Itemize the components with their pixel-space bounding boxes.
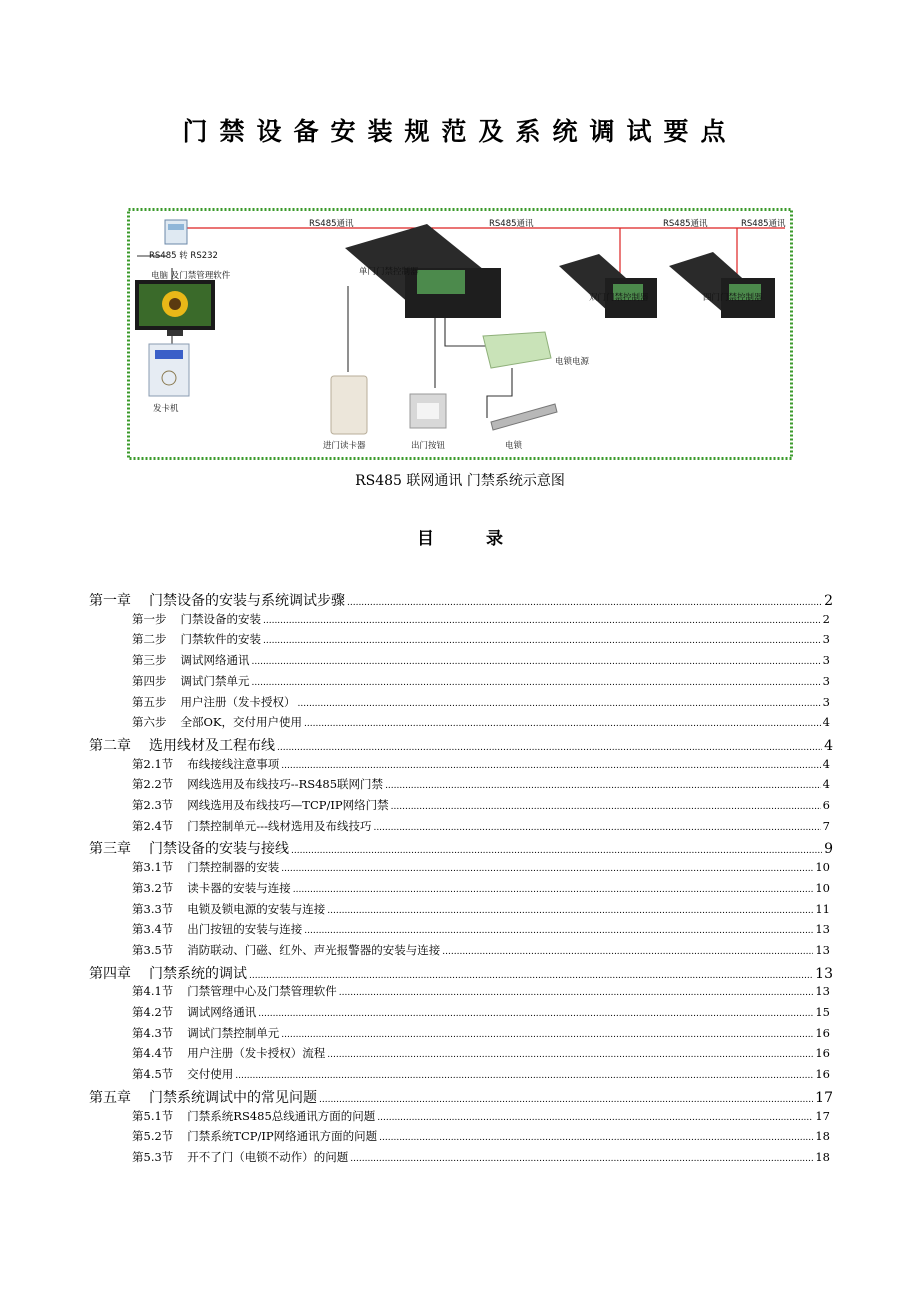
label-card-issuer: 发卡机 xyxy=(153,404,179,414)
toc-entry-page: 18 xyxy=(815,1129,830,1144)
toc-entry-number: 第一步 xyxy=(132,611,167,626)
toc-entry-title: 网线选用及布线技巧--RS485联网门禁 xyxy=(187,777,384,792)
toc-entry-page: 13 xyxy=(815,965,833,982)
toc-entry-number: 第5.2节 xyxy=(132,1129,174,1144)
toc-section-entry[interactable] xyxy=(132,1025,830,1041)
rs485-rs232-converter-icon xyxy=(165,220,187,244)
toc-heading xyxy=(0,524,920,549)
toc-section-entry[interactable] xyxy=(132,901,830,917)
toc-section-entry[interactable] xyxy=(132,1108,830,1124)
toc-chapter-entry[interactable] xyxy=(89,963,833,983)
document-title: 门禁设备安装规范及系统调试要点 xyxy=(182,117,738,146)
toc-section-entry[interactable] xyxy=(132,1128,830,1144)
toc-entry-title: 门禁软件的安装 xyxy=(180,632,261,647)
toc-entry-number: 第4.5节 xyxy=(132,1067,174,1082)
toc-entry-page: 16 xyxy=(815,1046,830,1061)
toc-entry-title: 门禁设备的安装与系统调试步骤 xyxy=(149,593,345,609)
label-rs485-4: RS485通讯 xyxy=(741,219,786,229)
toc-entry-title: 交付使用 xyxy=(187,1067,234,1082)
toc-entry-leader xyxy=(373,823,820,833)
toc-entry-leader xyxy=(319,1095,813,1105)
toc-entry-number: 第3.5节 xyxy=(132,942,174,957)
toc-entry-leader xyxy=(281,761,820,771)
toc-entry-leader xyxy=(252,657,821,667)
toc-entry-leader xyxy=(252,678,821,688)
toc-section-entry[interactable] xyxy=(132,694,830,710)
toc-entry-page: 10 xyxy=(815,880,830,895)
double-door-controller-icon xyxy=(559,254,657,318)
toc-entry-page: 4 xyxy=(824,737,833,754)
toc-entry-leader xyxy=(249,971,813,981)
rs485-system-diagram xyxy=(127,208,793,460)
toc-entry-title: 门禁系统TCP/IP网络通讯方面的问题 xyxy=(187,1129,378,1144)
toc-entry-leader xyxy=(304,719,821,729)
toc-entry-title: 门禁设备的安装 xyxy=(180,611,261,626)
toc-entry-title: 门禁系统RS485总线通讯方面的问题 xyxy=(187,1108,376,1123)
toc-chapter-entry[interactable] xyxy=(89,838,833,858)
label-rs485-1: RS485通讯 xyxy=(309,219,354,229)
card-issuer-icon xyxy=(149,344,189,396)
toc-entry-title: 布线接线注意事项 xyxy=(187,756,280,771)
toc-entry-title: 门禁管理中心及门禁管理软件 xyxy=(187,984,337,999)
toc-section-entry[interactable] xyxy=(132,921,830,937)
toc-chapter-entry[interactable] xyxy=(89,1087,833,1107)
exit-button-icon xyxy=(410,394,446,428)
toc-entry-leader xyxy=(281,864,813,874)
toc-entry-page: 15 xyxy=(815,1005,830,1019)
toc-entry-leader xyxy=(379,1133,813,1143)
toc-entry-leader xyxy=(298,699,821,709)
toc-entry-leader xyxy=(258,1009,813,1019)
toc-entry-page: 18 xyxy=(815,1149,830,1164)
toc-entry-leader xyxy=(385,781,821,791)
toc-entry-page: 3 xyxy=(822,673,830,688)
toc-entry-number: 第五章 xyxy=(89,1089,131,1106)
label-pc: 电脑 及门禁管理软件 xyxy=(151,271,231,281)
toc-section-entry[interactable] xyxy=(132,631,830,647)
toc-entry-number: 第一章 xyxy=(89,593,131,609)
toc-entry-page: 16 xyxy=(815,1067,830,1082)
label-converter: RS485 转 RS232 xyxy=(149,251,218,261)
toc-section-entry[interactable] xyxy=(132,652,830,668)
diagram-caption: RS485 联网通讯 门禁系统示意图 xyxy=(355,473,565,489)
toc-chapter-entry[interactable] xyxy=(89,735,833,755)
toc-section-entry[interactable] xyxy=(132,818,830,834)
toc-entry-number: 第3.2节 xyxy=(132,880,174,895)
label-four-door: 四门门禁控制器 xyxy=(703,293,763,303)
diagram-border xyxy=(129,210,792,459)
toc-section-entry[interactable] xyxy=(132,797,830,813)
toc-entry-number: 第2.4节 xyxy=(132,818,174,833)
toc-section-entry[interactable] xyxy=(132,756,830,772)
toc-entry-leader xyxy=(281,1030,813,1040)
toc-entry-leader xyxy=(339,988,814,998)
toc-entry-page: 13 xyxy=(815,984,830,999)
toc-entry-title: 出门按钮的安装与连接 xyxy=(187,922,303,937)
toc-entry-title: 用户注册（发卡授权） xyxy=(180,694,296,709)
toc-entry-leader xyxy=(347,598,822,608)
toc-entry-page: 16 xyxy=(815,1025,830,1040)
toc-entry-leader xyxy=(377,1113,813,1123)
toc-entry-number: 第六步 xyxy=(132,715,167,730)
toc-entry-number: 第2.1节 xyxy=(132,756,174,771)
lock-power-supply-icon xyxy=(483,332,551,368)
label-lock-power: 电锁电源 xyxy=(555,357,590,367)
toc-entry-title: 调试网络通讯 xyxy=(187,1005,257,1019)
toc-entry-title: 电锁及锁电源的安装与连接 xyxy=(187,901,326,916)
toc-entry-number: 第2.3节 xyxy=(132,798,174,812)
toc-entry-page: 3 xyxy=(822,632,830,647)
toc-entry-title: 调试门禁控制单元 xyxy=(187,1025,280,1040)
toc-entry-page: 17 xyxy=(815,1089,833,1106)
toc-entry-number: 第5.3节 xyxy=(132,1149,174,1164)
toc-entry-leader xyxy=(263,616,821,626)
toc-entry-number: 第5.1节 xyxy=(132,1108,174,1123)
toc-entry-leader xyxy=(235,1071,813,1081)
toc-entry-page: 2 xyxy=(822,611,830,626)
toc-entry-leader xyxy=(304,926,813,936)
toc-entry-title: 调试门禁单元 xyxy=(180,673,250,688)
label-rs485-2: RS485通讯 xyxy=(489,219,534,229)
toc-entry-page: 10 xyxy=(815,860,830,875)
toc-entry-page: 6 xyxy=(822,798,830,812)
toc-entry-number: 第4.2节 xyxy=(132,1005,174,1019)
toc-entry-page: 7 xyxy=(822,818,830,833)
label-reader: 进门读卡器 xyxy=(323,441,366,451)
toc-entry-page: 11 xyxy=(815,901,830,916)
toc-entry-title: 全部OK，交付用户使用 xyxy=(180,715,303,730)
toc-entry-page: 17 xyxy=(815,1108,830,1123)
toc-entry-page: 9 xyxy=(824,841,833,858)
toc-entry-number: 第3.3节 xyxy=(132,901,174,916)
toc-entry-title: 消防联动、门磁、红外、声光报警器的安装与连接 xyxy=(187,942,441,957)
toc-section-entry[interactable] xyxy=(132,1066,830,1082)
toc-entry-leader xyxy=(327,906,813,916)
toc-entry-title: 读卡器的安装与连接 xyxy=(187,880,291,895)
toc-section-entry[interactable] xyxy=(132,983,830,999)
toc-entry-number: 第二章 xyxy=(89,737,131,754)
label-exit-button: 出门按钮 xyxy=(411,441,446,451)
toc-entry-number: 第三章 xyxy=(89,841,131,858)
toc-entry-title: 网线选用及布线技巧—TCP/IP网络门禁 xyxy=(187,798,389,812)
toc-entry-number: 第五步 xyxy=(132,694,167,709)
toc-chapter-entry[interactable] xyxy=(89,590,833,610)
toc-entry-number: 第三步 xyxy=(132,653,167,668)
toc-entry-leader xyxy=(293,885,814,895)
toc-entry-page: 4 xyxy=(822,715,830,730)
label-rs485-3: RS485通讯 xyxy=(663,219,708,229)
toc-heading-char-1: 目 xyxy=(417,529,434,549)
electric-lock-icon xyxy=(491,404,557,430)
toc-section-entry[interactable] xyxy=(132,776,830,792)
toc-section-entry[interactable] xyxy=(132,880,830,896)
toc-section-entry[interactable] xyxy=(132,859,830,875)
toc-entry-number: 第2.2节 xyxy=(132,777,174,792)
toc-section-entry[interactable] xyxy=(132,611,830,627)
toc-entry-leader xyxy=(263,636,821,646)
entry-card-reader-icon xyxy=(331,376,367,434)
toc-entry-leader xyxy=(277,743,822,753)
toc-entry-title: 门禁控制器的安装 xyxy=(187,860,280,875)
toc-entry-number: 第3.1节 xyxy=(132,860,174,875)
toc-entry-number: 第四章 xyxy=(89,965,131,982)
toc-entry-page: 3 xyxy=(822,653,830,668)
toc-entry-title: 门禁系统调试中的常见问题 xyxy=(149,1089,317,1106)
toc-entry-leader xyxy=(327,1050,813,1060)
toc-entry-page: 13 xyxy=(815,942,830,957)
toc-entry-page: 2 xyxy=(824,593,833,609)
toc-entry-leader xyxy=(350,1154,813,1164)
toc-entry-number: 第二步 xyxy=(132,632,167,647)
label-double-door: 双门门禁控制器 xyxy=(589,293,649,303)
toc-section-entry[interactable] xyxy=(132,942,830,958)
toc-section-entry[interactable] xyxy=(132,1045,830,1061)
toc-section-entry[interactable] xyxy=(132,1004,830,1020)
toc-entry-leader xyxy=(291,846,822,856)
toc-section-entry[interactable] xyxy=(132,714,830,730)
toc-section-entry[interactable] xyxy=(132,1149,830,1165)
toc-entry-number: 第3.4节 xyxy=(132,922,174,937)
toc-entry-title: 门禁设备的安装与接线 xyxy=(149,841,289,858)
toc-entry-title: 用户注册（发卡授权）流程 xyxy=(187,1046,326,1061)
toc-entry-page: 4 xyxy=(822,756,830,771)
toc-entry-leader xyxy=(391,802,821,812)
toc-section-entry[interactable] xyxy=(132,673,830,689)
toc-entry-number: 第4.4节 xyxy=(132,1046,174,1061)
label-lock: 电锁 xyxy=(505,441,523,451)
toc-entry-number: 第4.3节 xyxy=(132,1025,174,1040)
toc-entry-title: 门禁控制单元---线材选用及布线技巧 xyxy=(187,818,372,833)
toc-entry-page: 3 xyxy=(822,694,830,709)
toc-entry-leader xyxy=(442,947,813,957)
toc-entry-number: 第四步 xyxy=(132,673,167,688)
toc-entry-page: 13 xyxy=(815,922,830,937)
four-door-controller-icon xyxy=(669,252,775,318)
pc-monitor-icon xyxy=(135,280,215,336)
toc-heading-char-2: 录 xyxy=(486,529,503,549)
toc-entry-title: 选用线材及工程布线 xyxy=(149,737,275,754)
toc-entry-title: 开不了门（电锁不动作）的问题 xyxy=(187,1149,349,1164)
toc-entry-page: 4 xyxy=(822,777,830,792)
toc-entry-title: 调试网络通讯 xyxy=(180,653,250,668)
toc-entry-number: 第4.1节 xyxy=(132,984,174,999)
toc-entry-title: 门禁系统的调试 xyxy=(149,965,247,982)
label-single-door: 单门门禁控制器 xyxy=(359,267,419,277)
